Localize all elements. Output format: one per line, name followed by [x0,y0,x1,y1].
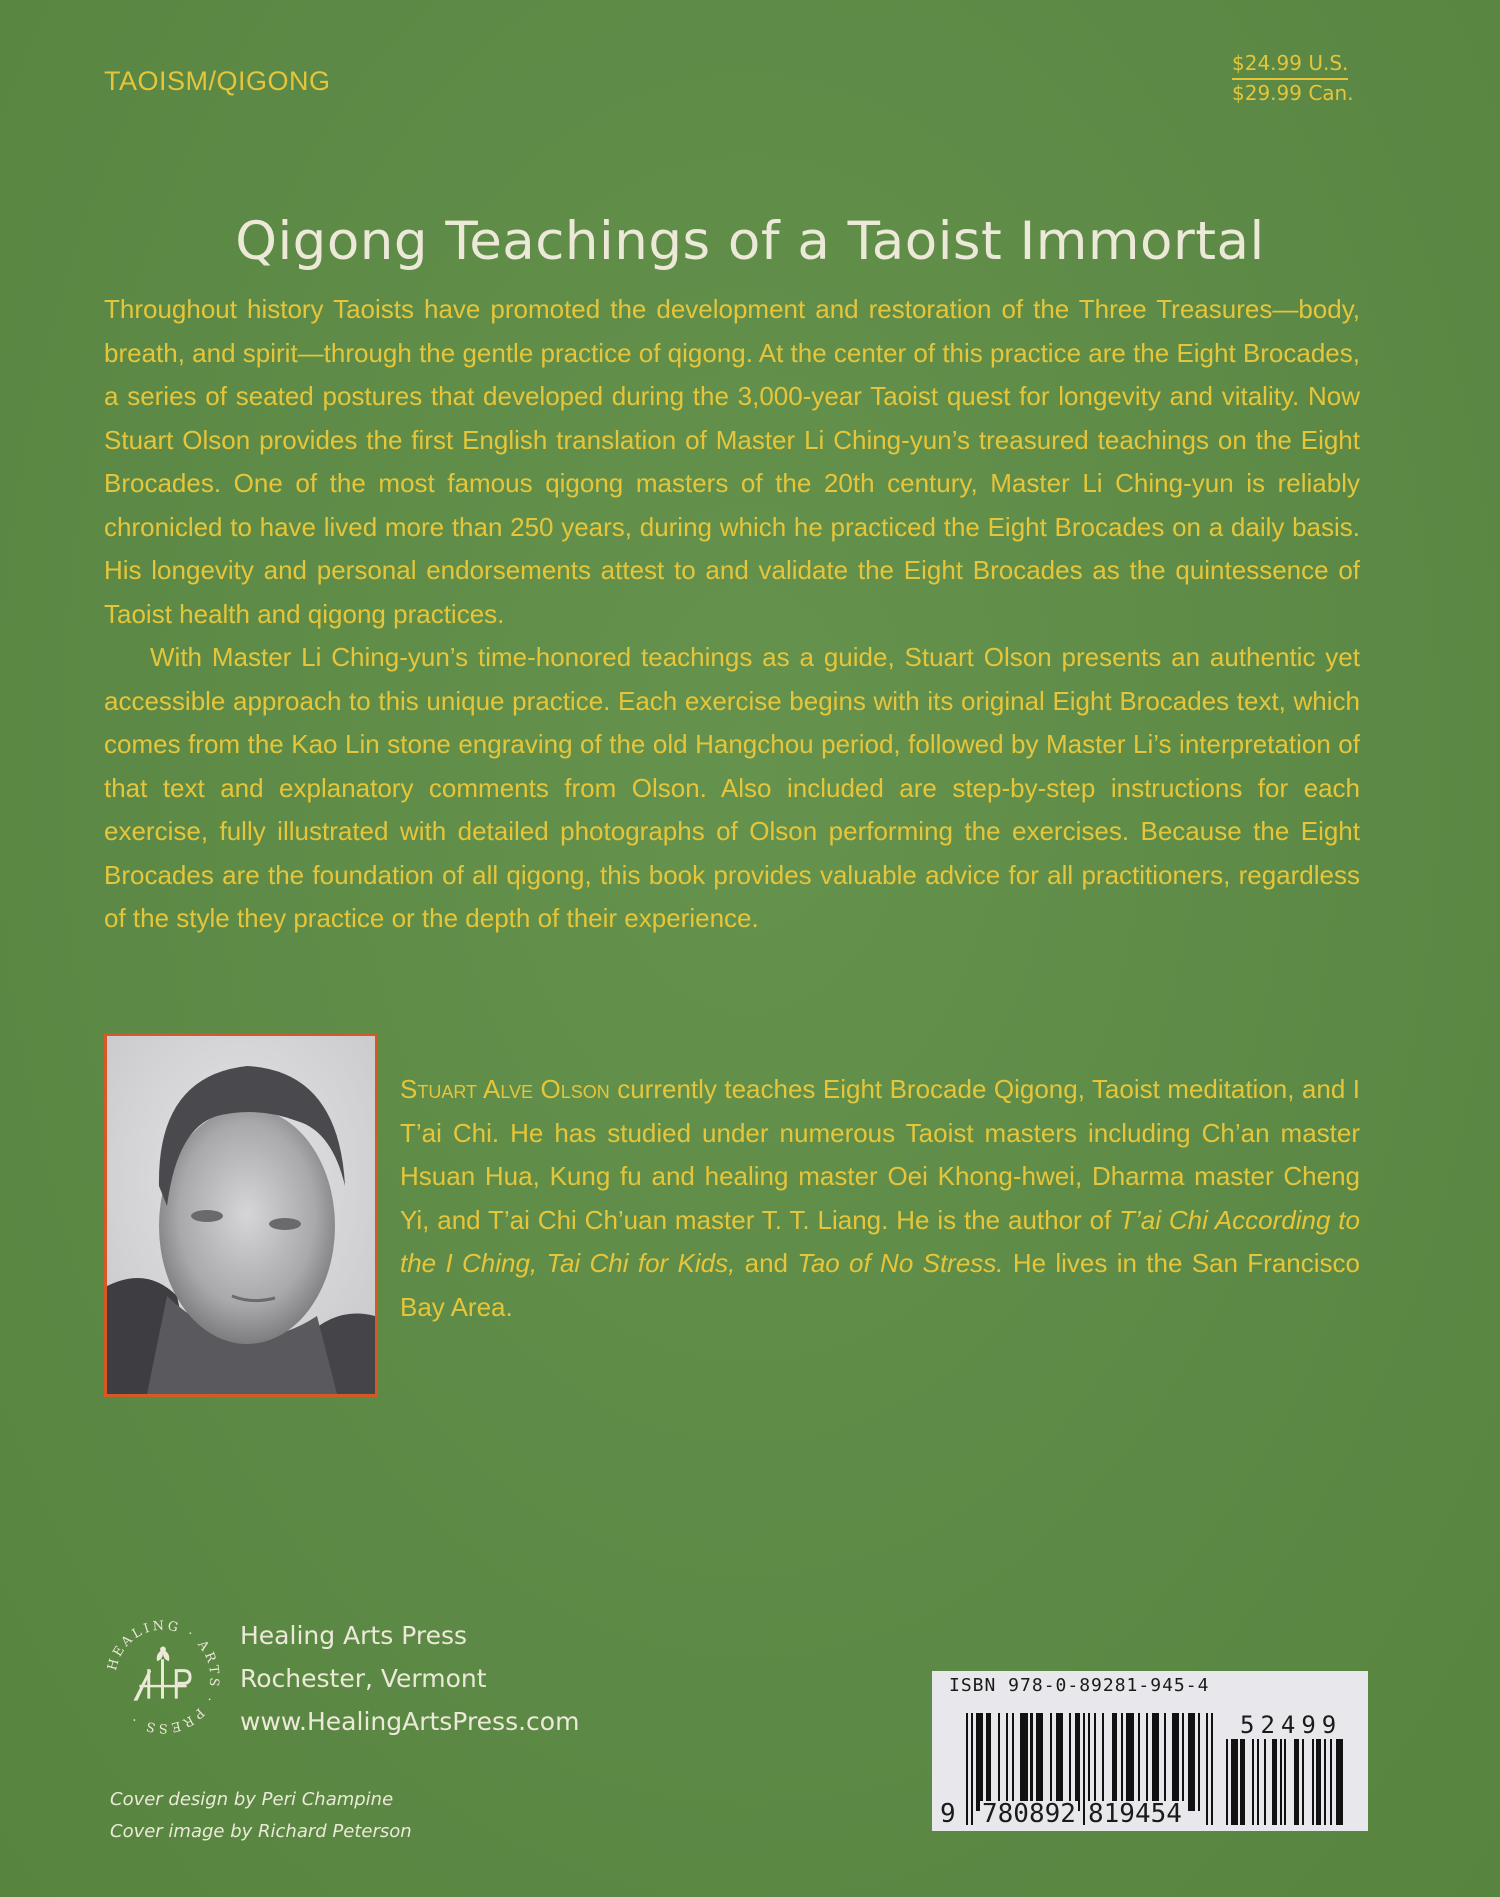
cover-image-credit: Cover image by Richard Peterson [110,1821,412,1842]
price-us: $24.99 U.S. [1232,50,1348,80]
category-label: TAOISM/QIGONG [104,66,331,96]
isbn-label: ISBN 978-0-89281-945-4 [949,1675,1210,1696]
publisher-location: Rochester, Vermont [240,1664,487,1693]
price-canada: $29.99 Can. [1232,81,1354,105]
bio-text-2: and [735,1248,798,1278]
bio-text-3: He lives in the San Francisco Bay Area. [400,1248,1360,1322]
isbn-barcode [932,1671,1368,1831]
description-paragraph-1: Throughout history Taoists have promoted the development and restoration of the Three Treasures—body, breath, and spirit—through the gentle practice of qigong. At the center of this practice are the Eight Brocades, a series of seated postures that developed during the 3,000-year Taoist quest for longevity and vitality. Now Stuart Olson provides the first English translation of Master Li Ching-yun’s treasured teachings on the Eight Brocades. One of the most famous qigong masters of the 20th century, Master Li Ching-yun is reliably chronicled to have lived more than 250 years, during which he practiced the Eight Brocades on a daily basis. His longevity and personal endorsements attest to and validate the Eight Brocades as the quintessence of Taoist health and qigong practices. [104,294,1360,629]
book-description [104,288,1360,941]
barcode-group-2: 819454 [1088,1799,1182,1829]
svg-text:HEALING · ARTS · PRESS ·: HEALING · ARTS · PRESS · [105,1618,222,1736]
description-paragraph-2: With Master Li Ching-yun’s time-honored teachings as a guide, Stuart Olson presents an authentic yet accessible approach to this unique practice. Each exercise begins with its original Eight Brocades text, which comes from the Kao Lin stone engraving of the old Hangchou period, followed by Master Li’s interpretation of that text and explanatory comments from Olson. Also included are step-by-step instructions for each exercise, fully illustrated with detailed photographs of Olson performing the exercises. Because the Eight Brocades are the foundation of all qigong, this book provides valuable advice for all practitioners, regardless of the style they practice or the depth of their experience. [104,642,1360,933]
book-title-2: Tao of No Stress. [797,1248,1004,1278]
cover-credits [110,1784,412,1848]
barcode-addon-digits: 52499 [1240,1711,1343,1739]
barcode-group-1: 780892 [982,1799,1076,1829]
author-portrait-icon [107,1036,375,1394]
author-bio [400,1068,1360,1329]
cover-design-credit: Cover design by Peri Champine [110,1789,394,1810]
book-title: Qigong Teachings of a Taoist Immortal [235,210,1265,272]
book-title-1: T’ai Chi According to the I Ching, Tai Chi for Kids, [400,1204,1360,1278]
author-name: Stuart Alve Olson [400,1074,610,1104]
publisher-website[interactable]: www.HealingArtsPress.com [240,1707,580,1736]
bio-text-1: currently teaches Eight Brocade Qigong, Taoist meditation, and I T’ai Chi. He has studied under numerous Taoist masters including Ch’an master Hsuan Hua, Kung fu and healing master Oei Khong-hwei, Dharma master Cheng Yi, and T’ai Chi Ch’uan master T. T. Liang. He is the author of [400,1074,1360,1235]
price-addon-barcode-icon [1226,1739,1346,1825]
barcode-lead-digit: 9 [940,1799,956,1829]
publisher-name: Healing Arts Press [240,1621,468,1650]
publisher-info [240,1614,579,1743]
price-block [1232,50,1354,107]
publisher-logo-icon [104,1618,222,1736]
author-photo [104,1033,378,1397]
